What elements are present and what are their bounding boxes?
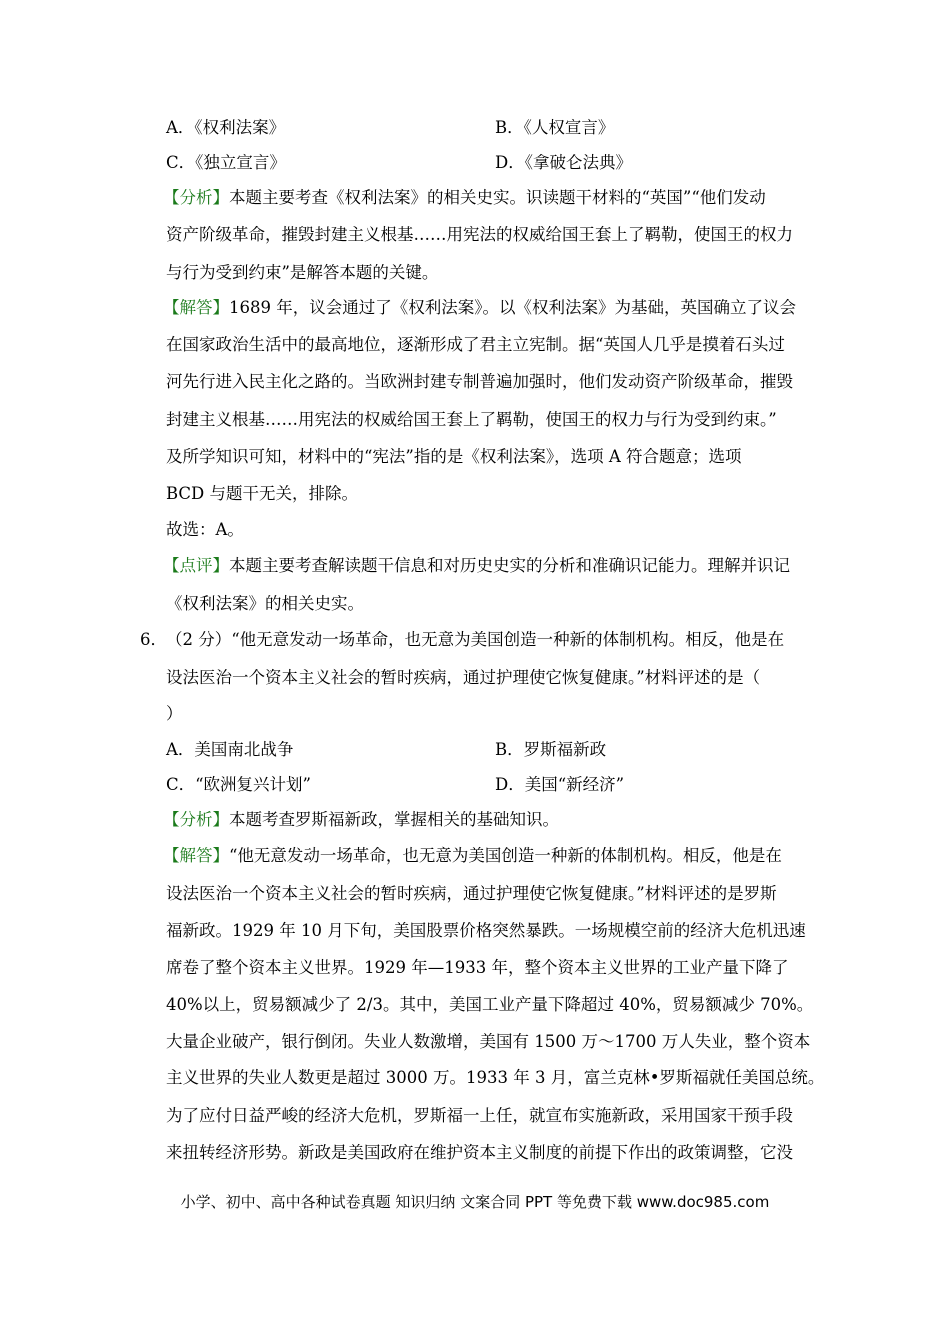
q5-answer-line-4: 封建主义根基……用宪法的权威给国王套上了羁勒，使国王的权力与行为受到约束。” [166,410,777,429]
q6-answer-line-8: 为了应付日益严峻的经济大危机，罗斯福一上任，就宣布实施新政，采用国家干预手段 [166,1106,793,1125]
q5-answer-line-5: 及所学知识可知，材料中的“宪法”指的是《权利法案》，选项 A 符合题意；选项 [166,447,742,466]
q6-answer-line-1: 【解答】“他无意发动一场革命，也无意为美国创造一种新的体制机构。相反，他是在 [163,846,782,865]
q5-option-c: C．《独立宣言》 [166,153,286,172]
q6-answer-line-3: 福新政。1929 年 10 月下旬，美国股票价格突然暴跌。一场规模空前的经济大危机迅速 [166,921,806,940]
q5-analysis-line-3: 与行为受到约束”是解答本题的关键。 [166,263,439,282]
q6-option-b: B．罗斯福新政 [495,740,607,759]
q5-analysis-tag: 【分析】 [163,188,229,207]
q6-answer-line-6: 大量企业破产，银行倒闭。失业人数激增，美国有 1500 万～1700 万人失业，整个资本 [166,1032,811,1051]
q6-option-d: D．美国“新经济” [495,775,625,794]
q6-analysis: 【分析】本题考查罗斯福新政，掌握相关的基础知识。 [163,810,559,829]
page-footer: 小学、初中、高中各种试卷真题 知识归纳 文案合同 PPT 等免费下载 www.doc985.com [180,1193,770,1211]
q5-choice: 故选：A。 [166,520,244,539]
q6-answer-tag: 【解答】 [163,846,229,865]
q6-answer-line-5: 40%以上，贸易额减少了 2/3。其中，美国工业产量下降超过 40%，贸易额减少 70%。 [166,995,814,1014]
q5-comment-line-2: 《权利法案》的相关史实。 [166,594,364,613]
q5-option-a: A．《权利法案》 [166,118,286,137]
q6-answer-line-4: 席卷了整个资本主义世界。1929 年—1933 年，整个资本主义世界的工业产量下降了 [166,958,789,977]
q5-answer-tag: 【解答】 [163,298,229,317]
q5-option-d: D．《拿破仑法典》 [495,153,632,172]
q6-answer-line-7: 主义世界的失业人数更是超过 3000 万。1933 年 3 月，富兰克林•罗斯福就任美国总统。 [166,1068,825,1087]
q6-stem-line-2: 设法医治一个资本主义社会的暂时疾病，通过护理使它恢复健康。”材料评述的是（ [166,668,761,687]
q5-analysis-line-1: 【分析】本题主要考查《权利法案》的相关史实。识读题干材料的“英国”“他们发动 [163,188,766,207]
q6-answer-line-9: 来扭转经济形势。新政是美国政府在维护资本主义制度的前提下作出的政策调整，它没 [166,1143,793,1162]
q6-number: 6． [140,630,167,649]
q5-comment-line-1: 【点评】本题主要考查解读题干信息和对历史史实的分析和准确识记能力。理解并识记 [163,556,790,575]
q5-analysis-line-2: 资产阶级革命，摧毁封建主义根基……用宪法的权威给国王套上了羁勒，使国王的权力 [166,225,793,244]
q5-answer-line-2: 在国家政治生活中的最高地位，逐渐形成了君主立宪制。据“英国人几乎是摸着石头过 [166,335,785,354]
q5-answer-line-6: BCD 与题干无关，排除。 [166,484,359,503]
q5-comment-tag: 【点评】 [163,556,229,575]
q6-stem-line-3: ） [166,704,183,723]
q6-answer-line-2: 设法医治一个资本主义社会的暂时疾病，通过护理使它恢复健康。”材料评述的是罗斯 [166,884,777,903]
q5-option-b: B．《人权宣言》 [495,118,615,137]
q6-stem-line-1: （2 分）“他无意发动一场革命，也无意为美国创造一种新的体制机构。相反，他是在 [166,630,785,649]
q5-answer-line-3: 河先行进入民主化之路的。当欧洲封建专制普遍加强时，他们发动资产阶级革命，摧毁 [166,372,793,391]
q6-option-a: A．美国南北战争 [166,740,294,759]
q6-option-c: C．“欧洲复兴计划” [166,775,311,794]
q5-answer-line-1: 【解答】1689 年，议会通过了《权利法案》。以《权利法案》为基础，英国确立了议会 [163,298,796,317]
q6-analysis-tag: 【分析】 [163,810,229,829]
